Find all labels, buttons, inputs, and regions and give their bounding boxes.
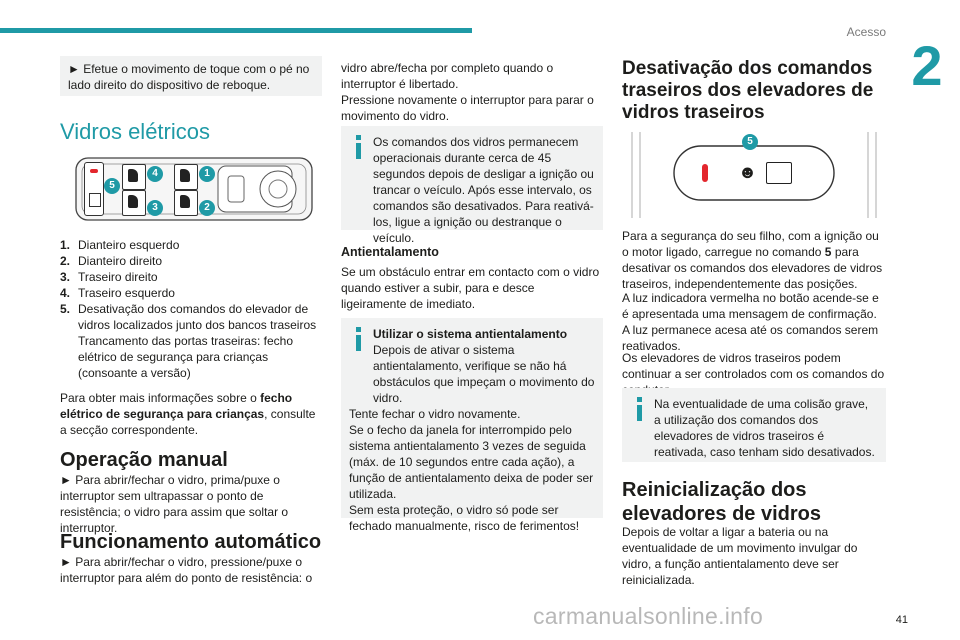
automatic-text: ► Para abrir/fechar o vidro, pressione/puxe o interruptor para além do ponto de resistência: o [60,555,313,585]
section-title-vidros: Vidros elétricos [60,119,210,144]
red-led [90,169,98,173]
continuation-text-2: Pressione novamente o interruptor para parar o movimento do vidro. [341,93,594,123]
info-box-title: Utilizar o sistema antientalamento [373,327,568,341]
page-number: 41 [895,614,908,626]
info-box-line: Se o fecho da janela for interrompido pelo sistema antientalamento 3 vezes de seguida (máx. de 10 segundos entre cada ação), a função de antientalamento deixa de poder ser utilizada. [349,423,594,501]
window-glyph-icon [128,169,138,182]
chapter-number: 2 [911,34,943,97]
badge-4: 4 [147,166,163,182]
switch-rear-left [122,164,146,190]
more-info-paragraph [60,390,322,438]
list-item-number: 2. [60,254,71,268]
switch-front-right [174,190,198,216]
p1-post: para desativar os comandos dos elevadores de vidros traseiros, independentemente das posições. [622,245,883,291]
paragraph-led: A luz indicadora vermelha no botão acende-se e é apresentada uma mensagem de confirmação. [622,291,879,321]
list-item-text: Dianteiro direito [78,254,163,268]
info-box-timeout-text: Os comandos dos vidros permanecem operacionais durante cerca de 45 segundos depois de desligar a ignição ou trancar o veículo. Após esse intervalo, os comandos são desativados. Para reativá-los, ligue a ignição ou destranque o veículo. [373,135,594,245]
list-item-text: Dianteiro esquerdo [78,238,180,252]
list-item [60,269,322,285]
top-note [60,56,322,96]
list-item-number: 1. [60,238,71,252]
badge-1: 1 [199,166,215,182]
list-item-text: Traseiro direito [78,270,158,284]
heading-reinicializacao: Reinicialização dos elevadores de vidros [622,479,821,525]
window-glyph-icon [180,195,190,208]
switch-front-left [174,164,198,190]
list-item-text: Traseiro esquerdo [78,286,175,300]
heading-antientalamento: Antientalamento [341,245,439,259]
list-item-number: 4. [60,286,71,300]
more-info-bold: fecho elétrico de segurança para crianças [60,391,293,421]
p1-bold: 5 [824,245,832,259]
red-led [702,164,708,182]
info-icon [349,326,369,354]
list-item-number: 5. [60,302,71,316]
info-box-line: Sem esta proteção, o vidro só pode ser fechado manualmente, risco de ferimentos! [349,503,580,533]
list-item-text: Desativação dos comandos do elevador de vidros localizados junto dos bancos traseiros Trancamento das portas traseiras: fecho elétrico de segurança para crianças (consoante a versão) [78,302,317,380]
legend-list [60,237,322,381]
child-icon: ☻ [738,162,757,182]
rear-lock-illustration [622,132,886,218]
list-item [60,253,322,269]
section-name: Acesso [846,25,886,39]
heading-desativacao: Desativação dos comandos traseiros dos elevadores de vidros traseiros [622,58,874,123]
info-box-antientalamento [341,318,603,533]
antientalamento-text: Se um obstáculo entrar em contacto com o vidro quando estiver a subir, para e desce ligeiramente de imediato. [341,265,600,311]
list-item-number: 3. [60,270,71,284]
window-disabled-icon [766,162,792,184]
paragraph-acesa: A luz permanece acesa até os comandos serem reativados. [622,323,879,353]
p1-pre: Para a segurança do seu filho, com a ignição ou o motor ligado, carregue no comando [622,229,879,259]
info-box-colisao-text: Na eventualidade de uma colisão grave, a utilização dos comandos dos elevadores de vidros traseiros é reativada, caso tenham sido desativados. [654,397,875,459]
manual-text: ► Para abrir/fechar o vidro, prima/puxe o interruptor sem ultrapassar o ponto de resistência; o vidro para assim que soltar o interruptor. [60,473,289,535]
continuation-text: vidro abre/fecha por completo quando o interruptor é libertado. [341,61,554,91]
watermark: carmanualsonline.info [533,603,764,629]
badge-5: 5 [104,178,120,194]
child-lock-icon [89,193,101,207]
info-icon [630,396,650,424]
list-item [60,301,322,381]
window-glyph-icon [180,169,190,182]
info-icon [349,134,369,162]
reinicializacao-text: Depois de voltar a ligar a bateria ou na eventualidade de um movimento invulgar do vidro, a função antientalamento deve ser reinicializada. [622,525,858,587]
window-glyph-icon [128,195,138,208]
heading-automatic: Funcionamento automático [60,531,322,553]
switch-rear-right [122,190,146,216]
window-switch-illustration [68,152,320,224]
header-accent-bar [0,28,472,33]
paragraph-condutor: Os elevadores de vidros traseiros podem continuar a ser controlados com os comandos do [622,351,885,381]
badge-5: 5 [742,134,758,150]
list-item [60,285,322,301]
info-box-timeout [341,126,603,245]
badge-2: 2 [199,200,215,216]
list-item [60,237,322,253]
more-info-post: , consulte a secção correspondente. [60,407,316,437]
more-info-pre: Para obter mais informações sobre o [60,391,261,405]
lock-button [84,162,104,216]
badge-3: 3 [147,200,163,216]
info-box-colisao [622,388,886,462]
info-box-line: Depois de ativar o sistema antientalamento, verifique se não há obstáculos que impeçam o movimento do vidro. [373,343,595,405]
top-note-text: ► Efetue o movimento de toque com o pé no lado direito do dispositivo de reboque. [68,62,310,92]
paragraph-desativar [622,228,886,292]
info-box-line: Tente fechar o vidro novamente. [349,407,521,421]
heading-manual: Operação manual [60,449,228,471]
